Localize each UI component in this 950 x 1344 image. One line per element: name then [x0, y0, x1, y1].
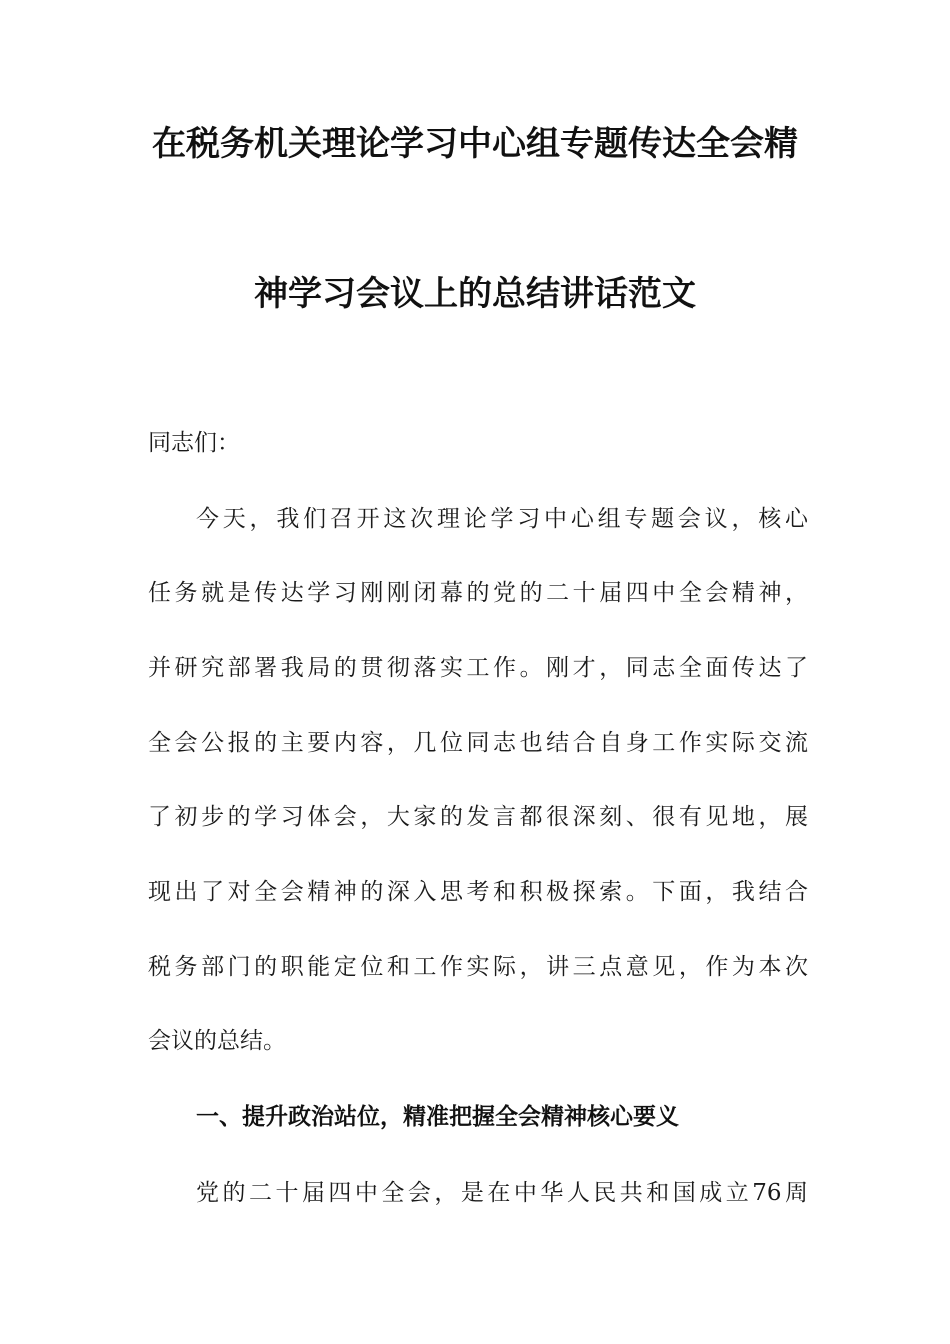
paragraph-1-line: 并研究部署我局的贯彻落实工作。刚才，同志全面传达了 [148, 655, 808, 681]
paragraph-1-line: 任务就是传达学习刚刚闭幕的党的二十届四中全会精神， [148, 580, 808, 606]
document-title-line-1: 在税务机关理论学习中心组专题传达全会精 [152, 124, 798, 164]
document-title-line-2: 神学习会议上的总结讲话范文 [254, 274, 696, 314]
paragraph-1-line: 了初步的学习体会，大家的发言都很深刻、很有见地，展 [148, 804, 808, 830]
paragraph-1-line: 今天，我们召开这次理论学习中心组专题会议，核心 [196, 506, 808, 532]
paragraph-1-line: 税务部门的职能定位和工作实际，讲三点意见，作为本次 [148, 954, 808, 980]
salutation: 同志们： [148, 430, 240, 456]
paragraph-2-line: 党的二十届四中全会，是在中华人民共和国成立76周 [196, 1180, 808, 1206]
paragraph-1-line: 全会公报的主要内容，几位同志也结合自身工作实际交流 [148, 730, 808, 756]
paragraph-1-line: 会议的总结。 [148, 1028, 286, 1054]
section-1-heading: 一、提升政治站位，精准把握全会精神核心要义 [196, 1103, 679, 1130]
paragraph-1-line: 现出了对全会精神的深入思考和积极探索。下面，我结合 [148, 879, 808, 905]
